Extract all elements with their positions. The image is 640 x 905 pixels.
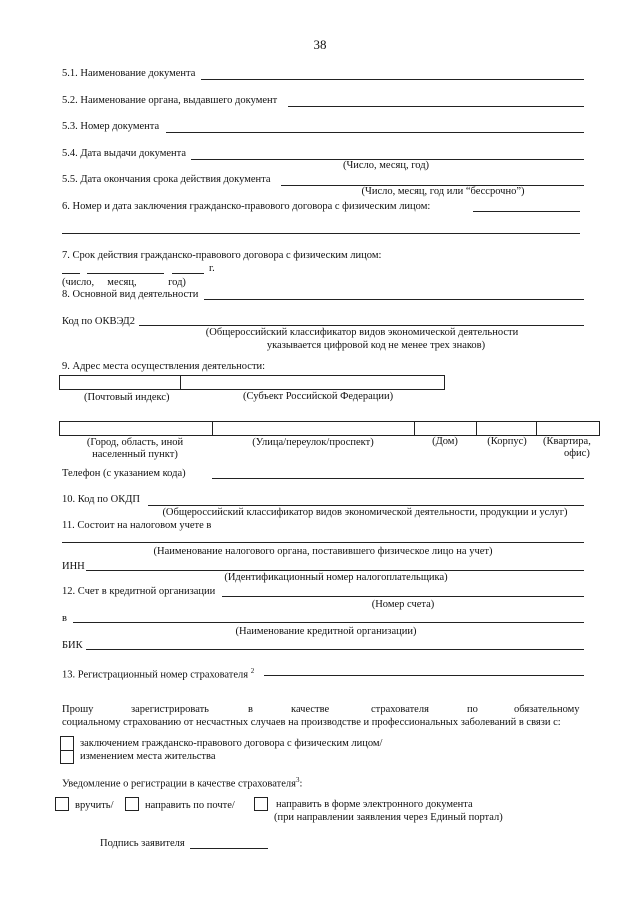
address-divider — [414, 421, 415, 436]
in-label: в — [62, 613, 67, 624]
contract-label: 6. Номер и дата заключения гражданско-правового договора с физическим лицом: — [62, 201, 431, 212]
account-hint: (Номер счета) — [371, 599, 435, 610]
doc-name-field[interactable] — [201, 79, 584, 80]
activity-field[interactable] — [204, 299, 584, 300]
request-line-2: социальному страхованию от несчастных случаев на производстве и профессиональных заболеваний в связи с: — [62, 717, 561, 728]
notify-footnote: 3 — [295, 776, 300, 784]
inn-label: ИНН — [62, 561, 85, 572]
contract-term-label: 7. Срок действия гражданско-правового договора с физическим лицом: — [62, 250, 382, 261]
reg-number-field[interactable] — [264, 675, 584, 676]
issue-date-hint: (Число, месяц, год) — [342, 160, 430, 171]
address-label: 9. Адрес места осуществления деятельности: — [62, 361, 266, 372]
reason-checkbox-divider — [60, 750, 74, 751]
mail-label: направить по почте/ — [145, 800, 235, 811]
reg-number-text: 13. Регистрационный номер страхователя — [62, 669, 249, 681]
address-divider — [536, 421, 537, 436]
reg-number-label — [62, 665, 254, 682]
address-divider — [212, 421, 213, 436]
phone-label: Телефон (с указанием кода) — [62, 468, 186, 479]
request-word: по — [467, 704, 478, 715]
expiry-hint: (Число, месяц, год или “бессрочно”) — [361, 186, 525, 197]
bank-hint: (Наименование кредитной организации) — [235, 626, 417, 637]
notify-label — [62, 774, 302, 791]
electronic-label: направить в форме электронного документа — [276, 799, 473, 810]
house-label: (Дом) — [432, 436, 458, 447]
account-label: 12. Счет в кредитной организации — [62, 586, 216, 597]
doc-name-label: 5.1. Наименование документа — [62, 68, 196, 79]
postal-index-label: (Почтовый индекс) — [84, 392, 170, 403]
address-row-2 — [59, 421, 600, 436]
contract-field-line-2[interactable] — [62, 233, 580, 234]
inn-hint: (Идентификационный номер налогоплательщика) — [224, 572, 448, 583]
request-word: страхователя — [371, 704, 429, 715]
mail-checkbox[interactable] — [125, 797, 139, 811]
request-word: зарегистрировать — [131, 704, 209, 715]
tax-authority-field[interactable] — [62, 542, 584, 543]
street-label: (Улица/переулок/проспект) — [252, 437, 374, 448]
address-divider — [180, 375, 181, 390]
bik-field[interactable] — [86, 649, 584, 650]
signature-field[interactable] — [190, 848, 268, 849]
request-word: в — [248, 704, 253, 715]
tax-label: 11. Состоит на налоговом учете в — [62, 520, 212, 531]
doc-number-field[interactable] — [166, 132, 584, 133]
address-row-1 — [59, 375, 445, 390]
okved-label: Код по ОКВЭД2 — [62, 316, 135, 327]
apartment-label: (Квартира, — [543, 436, 591, 447]
notify-colon: : — [299, 778, 303, 790]
electronic-checkbox[interactable] — [254, 797, 268, 811]
option-contract-label: заключением гражданско-правового договора с физическим лицом/ — [80, 738, 383, 749]
okved-hint-1: (Общероссийский классификатор видов экономической деятельности — [205, 327, 519, 338]
bik-label: БИК — [62, 640, 83, 651]
portal-hint: (при направлении заявления через Единый портал) — [274, 812, 503, 823]
term-day-field[interactable] — [62, 273, 80, 274]
date-parts-hint: (число, месяц, год) — [62, 277, 186, 288]
deliver-checkbox[interactable] — [55, 797, 69, 811]
account-field[interactable] — [222, 596, 584, 597]
issuer-field[interactable] — [288, 106, 584, 107]
okved-field[interactable] — [139, 325, 584, 326]
issue-date-label: 5.4. Дата выдачи документа — [62, 148, 187, 159]
bank-field[interactable] — [73, 622, 584, 623]
expiry-label: 5.5. Дата окончания срока действия документа — [62, 174, 271, 185]
inn-field[interactable] — [86, 570, 584, 571]
request-word: качестве — [291, 704, 330, 715]
reg-number-footnote: 2 — [250, 667, 255, 675]
term-month-field[interactable] — [87, 273, 164, 274]
okdp-field[interactable] — [148, 505, 584, 506]
page-number: 38 — [313, 37, 327, 52]
deliver-label: вручить/ — [75, 800, 114, 811]
city-label-2: населенный пункт) — [92, 449, 178, 460]
request-word: обязательному — [514, 704, 580, 715]
contract-field[interactable] — [473, 211, 580, 212]
option-residence-label: изменением места жительства — [80, 751, 216, 762]
notify-text: Уведомление о регистрации в качестве страхователя — [62, 778, 296, 790]
okdp-hint: (Общероссийский классификатор видов экономической деятельности, продукции и услуг) — [162, 507, 568, 518]
apartment-label-2: офис) — [564, 448, 590, 459]
term-year-field[interactable] — [172, 273, 204, 274]
subject-rf-label: (Субъект Российской Федерации) — [243, 391, 394, 402]
year-suffix: г. — [209, 263, 215, 274]
signature-label: Подпись заявителя — [100, 838, 185, 849]
tax-hint: (Наименование налогового органа, поставившего физическое лицо на учет) — [153, 546, 493, 557]
building-label: (Корпус) — [487, 436, 527, 447]
address-divider — [476, 421, 477, 436]
request-word: Прошу — [62, 704, 94, 715]
activity-label: 8. Основной вид деятельности — [62, 289, 199, 300]
okved-hint-2: указывается цифровой код не менее трех знаков) — [266, 340, 486, 351]
doc-number-label: 5.3. Номер документа — [62, 121, 160, 132]
issuer-label: 5.2. Наименование органа, выдавшего документ — [62, 95, 278, 106]
city-label: (Город, область, иной — [86, 437, 184, 448]
okdp-label: 10. Код по ОКДП — [62, 494, 140, 505]
phone-field[interactable] — [212, 478, 584, 479]
